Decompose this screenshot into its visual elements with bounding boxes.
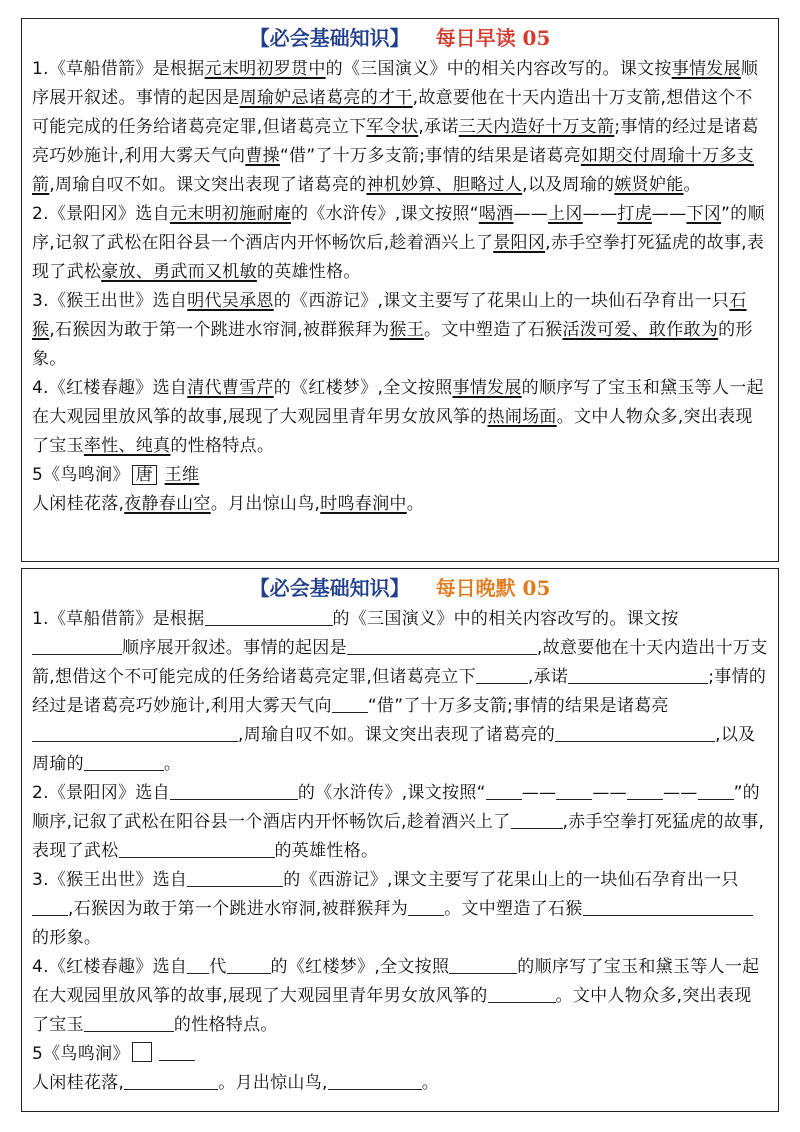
blank-field[interactable] <box>511 810 563 829</box>
text: 的《三国演义》中的相关内容改写的。课文按 <box>332 609 679 629</box>
answer: 景阳冈 <box>493 233 546 253</box>
text: 。 <box>406 494 425 514</box>
panel-title <box>22 21 778 55</box>
blank-field[interactable] <box>187 868 283 887</box>
text: ,以及周瑜的 <box>32 725 756 774</box>
text: 顺序展开叙述。事情的起因是 <box>32 59 759 108</box>
answer: 热闹场面 <box>487 407 557 427</box>
answer: 猴王 <box>389 320 425 340</box>
panel-title-subtitle: 每日早读 05 <box>435 26 551 50</box>
blank-field[interactable] <box>488 984 556 1003</box>
text: 。月出惊山鸟, <box>218 1073 328 1093</box>
paragraph-3 <box>32 287 768 374</box>
text: ,故意要他在十天内造出十万支箭,想借这个不可能完成的任务给诸葛亮定罪,但诸葛亮立下 <box>32 638 768 687</box>
text: 的《西游记》,课文主要写了花果山上的一块仙石孕育出一只 <box>283 870 739 890</box>
answer: 周瑜妒忌诸葛亮的才干 <box>239 88 413 108</box>
dynasty-box[interactable] <box>132 1042 152 1062</box>
text: 的形象。 <box>32 928 102 948</box>
text: 的英雄性格。 <box>274 841 379 861</box>
text: ,以及周瑜的 <box>522 175 615 195</box>
text: 的顺序写了宝玉和黛玉等人一起在大观园里放风筝的故事,展现了大观园里青年男女放风筝的 <box>32 957 760 1006</box>
paragraph-5 <box>32 1040 768 1069</box>
text: 人闲桂花落, <box>32 494 125 514</box>
paragraph-4 <box>32 953 768 1040</box>
text: “借”了十万多支箭;事情的结果是诸葛亮 <box>367 696 669 716</box>
text: 。文中塑造了石猴 <box>424 320 563 340</box>
evening-dictation-panel <box>21 568 779 1112</box>
text: —— <box>651 204 687 224</box>
blank-field[interactable] <box>227 955 271 974</box>
answer: 嫉贤妒能 <box>614 175 684 195</box>
text: —— <box>592 783 627 803</box>
text: ,石猴因为敢于第一个跳进水帘洞,被群猴拜为 <box>49 320 390 340</box>
paragraph-4 <box>32 374 768 461</box>
answer: 军令状 <box>366 117 419 137</box>
text: —— <box>662 783 698 803</box>
blank-field[interactable] <box>556 781 592 800</box>
answer: 事情发展 <box>452 378 522 398</box>
text: 顺序展开叙述。事情的起因是 <box>122 638 347 658</box>
text: 5《鸟鸣涧》 <box>32 1044 130 1064</box>
text: “借”了十万多支箭;事情的结果是诸葛亮 <box>279 146 581 166</box>
answer: 打虎 <box>617 204 652 224</box>
text: 3.《猴王出世》选自 <box>32 870 188 890</box>
text: 的《三国演义》中的相关内容改写的。课文按 <box>325 59 672 79</box>
text: —— <box>513 204 549 224</box>
answer: 率性、纯真 <box>83 436 171 456</box>
text: ,故意要他在十天内造出十万支箭,想借这个不可能完成的任务给诸葛亮定罪,但诸葛亮立下 <box>32 88 753 137</box>
blank-field[interactable] <box>568 665 708 684</box>
answer: 事情发展 <box>671 59 741 79</box>
text: ”的顺序,记叙了武松在阳谷县一个酒店内开怀畅饮后,趁着酒兴上了 <box>32 204 765 253</box>
blank-field[interactable] <box>408 897 444 916</box>
blank-field[interactable] <box>159 1042 195 1061</box>
paragraph-1 <box>32 605 768 779</box>
text: 5《鸟鸣涧》 <box>32 465 130 485</box>
blank-field[interactable] <box>84 1013 174 1032</box>
answer: 王维 <box>164 465 200 485</box>
answer: 明代吴承恩 <box>187 291 274 311</box>
answer: 神机妙算、胆略过人 <box>366 175 523 195</box>
morning-reading-panel <box>21 18 779 562</box>
text: ,周瑜自叹不如。课文突出表现了诸葛亮的 <box>238 725 556 745</box>
panel-title <box>22 571 778 605</box>
answer: 石猴 <box>32 291 747 340</box>
text: 4.《红楼春趣》选自 <box>32 378 188 398</box>
paragraph-2 <box>32 779 768 866</box>
blank-field[interactable] <box>32 723 238 742</box>
text: 2.《景阳冈》选自 <box>32 204 170 224</box>
paragraph-1 <box>32 55 768 200</box>
blank-field[interactable] <box>205 607 333 626</box>
text: 3.《猴王出世》选自 <box>32 291 188 311</box>
blank-field[interactable] <box>84 752 164 771</box>
text: ,承诺 <box>527 667 569 687</box>
answer: 时鸣春涧中 <box>320 494 407 514</box>
blank-field[interactable] <box>347 636 537 655</box>
panel-content <box>22 605 778 1098</box>
text: 的性格特点。 <box>170 436 275 456</box>
blank-field[interactable] <box>486 781 522 800</box>
panel-title-label: 【必会基础知识】 <box>249 576 410 600</box>
answer: 元末明初施耐庵 <box>169 204 292 224</box>
answer: 下冈 <box>686 204 722 224</box>
text: ,承诺 <box>418 117 459 137</box>
blank-field[interactable] <box>476 665 528 684</box>
text: 的《红楼梦》,全文按照 <box>270 957 450 977</box>
text: —— <box>582 204 618 224</box>
text: 1.《草船借箭》是根据 <box>32 609 205 629</box>
answer: 如期交付周瑜十万多支箭 <box>32 146 754 195</box>
text: —— <box>521 783 557 803</box>
text: 的《红楼梦》,全文按照 <box>273 378 453 398</box>
text: 的性格特点。 <box>173 1015 278 1035</box>
text: 1.《草船借箭》是根据 <box>32 59 205 79</box>
blank-field[interactable] <box>32 636 122 655</box>
text: ”的顺序,记叙了武松在阳谷县一个酒店内开怀畅饮后,趁着酒兴上了 <box>32 783 760 832</box>
answer: 豪放、勇武而又机敏 <box>101 262 257 282</box>
answer: 元末明初罗贯中 <box>204 59 326 79</box>
text: 。月出惊山鸟, <box>210 494 321 514</box>
blank-field[interactable] <box>328 1071 422 1090</box>
paragraph-5 <box>32 461 768 490</box>
text: ;事情的经过是诸葛亮巧妙施计,利用大雾天气向 <box>32 117 759 166</box>
answer: 喝酒 <box>478 204 514 224</box>
answer: 三天内造好十万支箭 <box>458 117 615 137</box>
text: 的顺序写了宝玉和黛玉等人一起在大观园里放风筝的故事,展现了大观园里青年男女放风筝的 <box>32 378 764 427</box>
text: 人闲桂花落, <box>32 1073 125 1093</box>
text: 的《西游记》,课文主要写了花果山上的一块仙石孕育出一只 <box>273 291 730 311</box>
paragraph-6 <box>32 1069 768 1098</box>
blank-field[interactable] <box>119 839 275 858</box>
text: ,赤手空拳打死猛虎的故事,表现了武松 <box>32 233 765 282</box>
text: 。文中人物众多,突出表现了宝玉 <box>32 986 752 1035</box>
text: ,石猴因为敢于第一个跳进水帘洞,被群猴拜为 <box>68 899 409 919</box>
text: 的《水浒传》,课文按照“ <box>297 783 486 803</box>
text: 代 <box>209 957 227 977</box>
text: 的《水浒传》,课文按照“ <box>291 204 479 224</box>
panel-title-subtitle: 每日晚默 05 <box>435 576 551 600</box>
blank-field[interactable] <box>583 897 753 916</box>
dynasty-box: 唐 <box>132 465 157 485</box>
text: 的英雄性格。 <box>256 262 361 282</box>
blank-field[interactable] <box>627 781 663 800</box>
blank-field[interactable] <box>187 955 209 974</box>
blank-field[interactable] <box>332 694 368 713</box>
text: 。 <box>163 754 182 774</box>
blank-field[interactable] <box>32 897 68 916</box>
text: 2.《景阳冈》选自 <box>32 783 170 803</box>
text: 。 <box>421 1073 440 1093</box>
answer: 活泼可爱、敢作敢为 <box>562 320 719 340</box>
text: 的形象。 <box>32 320 753 369</box>
text: 。文中塑造了石猴 <box>444 899 583 919</box>
panel-content <box>22 55 778 519</box>
paragraph-3 <box>32 866 768 953</box>
text: 。 <box>683 175 701 195</box>
blank-field[interactable] <box>124 1071 218 1090</box>
panel-title-label: 【必会基础知识】 <box>249 26 410 50</box>
answer: 清代曹雪芹 <box>187 378 274 398</box>
blank-field[interactable] <box>555 723 715 742</box>
answer: 曹操 <box>245 146 280 166</box>
text: ,周瑜自叹不如。课文突出表现了诸葛亮的 <box>49 175 367 195</box>
text: 4.《红楼春趣》选自 <box>32 957 188 977</box>
text: ;事情的经过是诸葛亮巧妙施计,利用大雾天气向 <box>32 667 767 716</box>
text: ,赤手空拳打死猛虎的故事,表现了武松 <box>32 812 765 861</box>
paragraph-2 <box>32 200 768 287</box>
paragraph-6 <box>32 490 768 519</box>
blank-field[interactable] <box>170 781 298 800</box>
text: 。文中人物众多,突出表现了宝玉 <box>32 407 753 456</box>
blank-field[interactable] <box>698 781 734 800</box>
answer: 夜静春山空 <box>124 494 211 514</box>
answer: 上冈 <box>548 204 583 224</box>
blank-field[interactable] <box>449 955 517 974</box>
